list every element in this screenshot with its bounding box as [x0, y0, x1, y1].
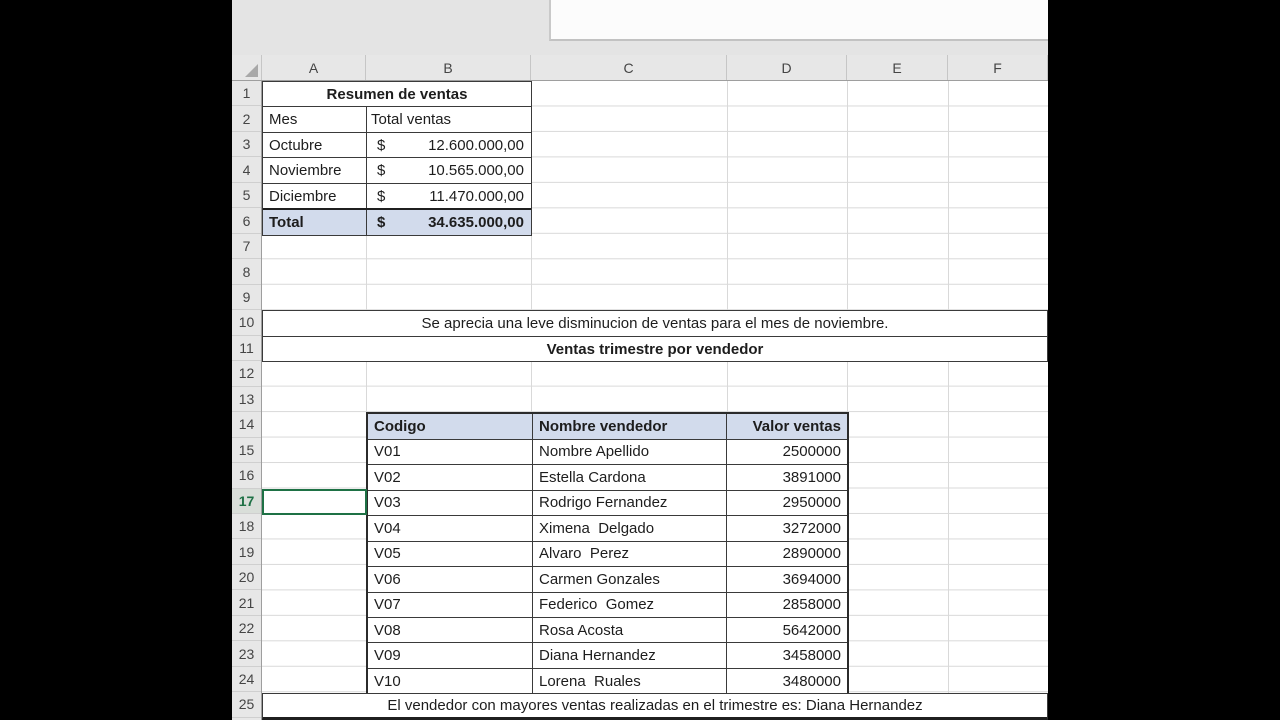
summary-row	[263, 158, 531, 183]
currency-symbol: $	[377, 162, 386, 180]
vendor-value-cell[interactable]: 3480000	[782, 673, 841, 691]
vendor-row	[368, 542, 847, 567]
row-header[interactable]: 8	[232, 259, 261, 284]
vendor-row	[368, 440, 847, 465]
vendor-value-cell[interactable]: 3694000	[782, 570, 841, 588]
vendor-row	[368, 669, 847, 694]
name-column-header-cell[interactable]: Nombre vendedor	[533, 414, 727, 438]
summary-row	[263, 209, 531, 234]
vendor-value-cell[interactable]: 2890000	[782, 545, 841, 563]
amount-cell[interactable]	[367, 184, 531, 208]
row-header[interactable]: 11	[232, 336, 261, 361]
gridline	[948, 81, 949, 720]
summary-row	[263, 184, 531, 209]
active-cell-outline	[262, 489, 367, 515]
letterbox-right	[1048, 0, 1280, 720]
vendor-name-cell[interactable]: Ximena Delgado	[533, 516, 727, 540]
vendor-code-cell[interactable]: V08	[368, 618, 533, 642]
row-header[interactable]: 13	[232, 387, 261, 412]
vendor-name-cell[interactable]: Federico Gomez	[533, 593, 727, 617]
row-header[interactable]: 5	[232, 183, 261, 208]
vendor-code-cell[interactable]: V09	[368, 643, 533, 667]
row-header[interactable]: 2	[232, 106, 261, 131]
row-header[interactable]: 9	[232, 285, 261, 310]
vendor-name-cell[interactable]: Alvaro Perez	[533, 542, 727, 566]
row-header[interactable]: 17	[232, 489, 261, 514]
month-cell[interactable]: Total	[263, 210, 367, 234]
row-header[interactable]: 25	[232, 692, 261, 717]
column-header[interactable]: E	[847, 55, 948, 80]
amount-cell[interactable]	[367, 133, 531, 157]
select-all-corner[interactable]	[232, 55, 262, 80]
row-header[interactable]: 10	[232, 310, 261, 335]
row-header[interactable]: 16	[232, 463, 261, 488]
code-column-header-cell[interactable]: Codigo	[368, 414, 533, 438]
column-header[interactable]: D	[727, 55, 847, 80]
vendor-value-cell[interactable]: 2950000	[782, 494, 841, 512]
summary-row	[263, 133, 531, 158]
vendor-rows	[368, 440, 847, 695]
vendor-name-cell[interactable]: Nombre Apellido	[533, 440, 727, 464]
row-header[interactable]: 15	[232, 438, 261, 463]
column-header-bar	[232, 55, 1048, 81]
sales-summary-table	[262, 81, 532, 236]
vendor-code-cell[interactable]: V07	[368, 593, 533, 617]
column-header[interactable]: F	[948, 55, 1048, 80]
vendor-value-cell[interactable]: 3458000	[782, 647, 841, 665]
row-header[interactable]: 4	[232, 157, 261, 182]
vendor-value-cell[interactable]: 2500000	[782, 443, 841, 461]
row-header[interactable]: 24	[232, 667, 261, 692]
vendor-value-cell[interactable]: 3891000	[782, 468, 841, 486]
column-header[interactable]: A	[262, 55, 366, 80]
vendor-sales-table	[366, 412, 849, 696]
row-header[interactable]: 1	[232, 81, 261, 106]
summary-header-row	[263, 107, 531, 132]
month-cell[interactable]: Diciembre	[263, 184, 367, 208]
vendor-name-cell[interactable]: Carmen Gonzales	[533, 567, 727, 591]
amount-cell[interactable]	[367, 158, 531, 182]
vendor-code-cell[interactable]: V01	[368, 440, 533, 464]
cells-grid[interactable]	[262, 81, 1048, 720]
row-header[interactable]: 12	[232, 361, 261, 386]
column-header[interactable]: C	[531, 55, 727, 80]
row-header[interactable]: 18	[232, 514, 261, 539]
vendor-code-cell[interactable]: V06	[368, 567, 533, 591]
vendor-row	[368, 567, 847, 592]
conclusion-cell[interactable]: El vendedor con mayores ventas realizadas en el trimestre es: Diana Hernandez	[262, 693, 1048, 720]
vendor-code-cell[interactable]: V02	[368, 465, 533, 489]
vendor-code-cell[interactable]: V04	[368, 516, 533, 540]
vendor-name-cell[interactable]: Rosa Acosta	[533, 618, 727, 642]
vendor-name-cell[interactable]: Lorena Ruales	[533, 669, 727, 694]
select-all-triangle-icon	[245, 64, 258, 77]
currency-symbol: $	[377, 136, 386, 154]
vendor-code-cell[interactable]: V10	[368, 669, 533, 694]
summary-rows	[263, 133, 531, 235]
vendor-name-cell[interactable]: Rodrigo Fernandez	[533, 491, 727, 515]
vendor-header-row	[368, 414, 847, 439]
amount-cell[interactable]	[367, 210, 531, 234]
row-header[interactable]: 7	[232, 234, 261, 259]
vendor-value-cell[interactable]: 2858000	[782, 596, 841, 614]
vendor-row	[368, 618, 847, 643]
row-header[interactable]: 19	[232, 539, 261, 564]
section-title-cell[interactable]: Ventas trimestre por vendedor	[262, 336, 1048, 362]
total-column-header-cell[interactable]: Total ventas	[371, 111, 452, 129]
row-header[interactable]: 6	[232, 208, 261, 233]
top-chrome-strip	[232, 0, 1048, 55]
amount-value: 10.565.000,00	[428, 162, 524, 180]
vendor-code-cell[interactable]: V05	[368, 542, 533, 566]
column-header[interactable]: B	[366, 55, 531, 80]
row-header[interactable]: 22	[232, 616, 261, 641]
vendor-row	[368, 593, 847, 618]
vendor-row	[368, 491, 847, 516]
spreadsheet-viewport	[232, 0, 1048, 720]
row-header-column	[232, 81, 262, 720]
currency-symbol: $	[377, 187, 386, 205]
row-header[interactable]: 3	[232, 132, 261, 157]
month-cell[interactable]: Octubre	[263, 133, 367, 157]
row-header[interactable]: 21	[232, 590, 261, 615]
grid-region	[232, 81, 1048, 720]
letterbox-left	[0, 0, 232, 720]
vendor-row	[368, 643, 847, 668]
column-letters	[262, 55, 1048, 80]
observation-cell[interactable]: Se aprecia una leve disminucion de ventas para el mes de noviembre.	[262, 310, 1048, 336]
vendor-value-cell[interactable]: 5642000	[782, 621, 841, 639]
summary-title-cell[interactable]: Resumen de ventas	[263, 82, 531, 107]
currency-symbol: $	[377, 214, 386, 232]
vendor-row	[368, 516, 847, 541]
value-column-header-cell[interactable]: Valor ventas	[752, 417, 841, 435]
amount-value: 12.600.000,00	[428, 136, 524, 154]
row-header[interactable]: 23	[232, 641, 261, 666]
month-column-header-cell[interactable]: Mes	[263, 107, 367, 131]
vendor-name-cell[interactable]: Estella Cardona	[533, 465, 727, 489]
vendor-row	[368, 465, 847, 490]
vendor-name-cell[interactable]: Diana Hernandez	[533, 643, 727, 667]
row-header[interactable]: 20	[232, 565, 261, 590]
row-header[interactable]: 14	[232, 412, 261, 437]
amount-value: 34.635.000,00	[428, 214, 524, 232]
vendor-code-cell[interactable]: V03	[368, 491, 533, 515]
formula-bar-panel[interactable]	[549, 0, 1048, 41]
amount-value: 11.470.000,00	[429, 187, 524, 205]
month-cell[interactable]: Noviembre	[263, 158, 367, 182]
vendor-value-cell[interactable]: 3272000	[782, 519, 841, 537]
